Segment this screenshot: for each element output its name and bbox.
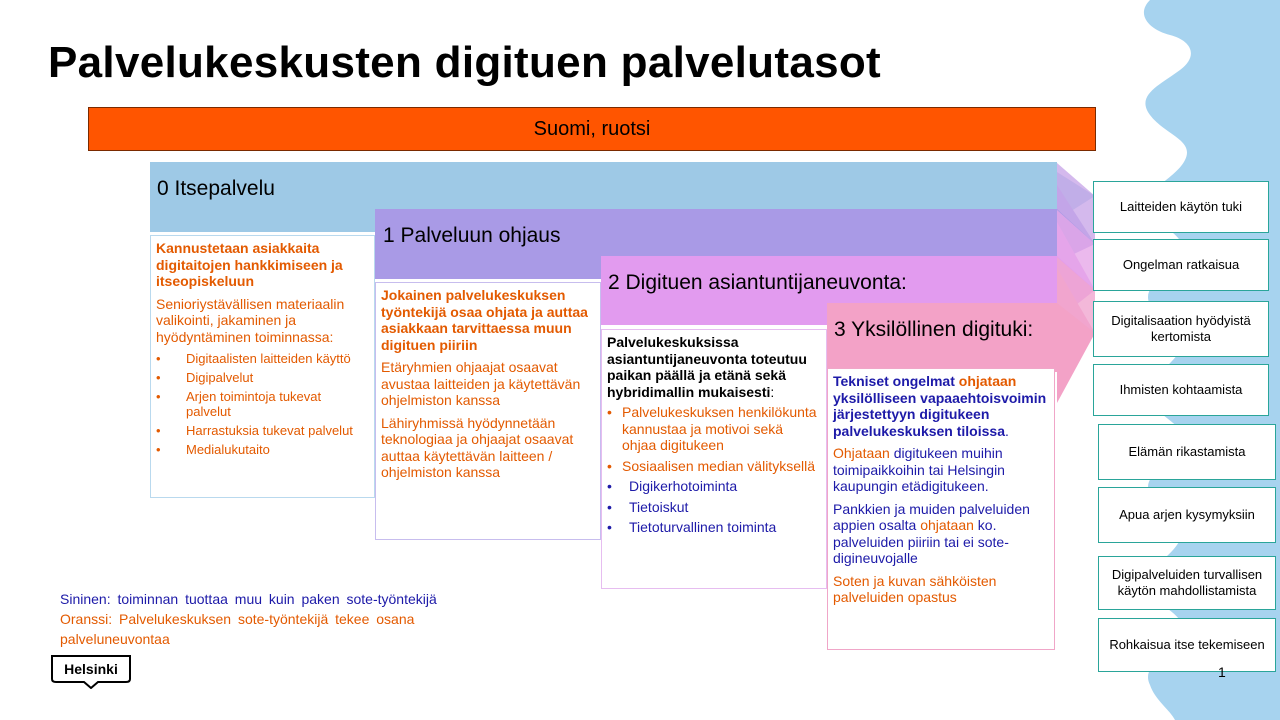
level-2-heading: Palvelukeskuksissa asiantuntijaneuvonta toteutuu paikan päällä ja etänä sekä hybridimallin mukaisesti — [607, 334, 807, 400]
level-0-heading: Kannustetaan asiakkaita digitaitojen hankkimiseen ja itseopiskeluun — [156, 240, 343, 289]
level-1-paragraph: Etäryhmien ohjaajat osaavat avustaa laitteiden ja käytettävän ohjelmiston kanssa — [381, 359, 581, 408]
page-title: Palvelukeskusten digituen palvelutasot — [48, 38, 881, 87]
outcome-tag: Apua arjen kysymyksiin — [1098, 487, 1276, 543]
outcome-tag: Digipalveluiden turvallisen käytön mahdollistamista — [1098, 556, 1276, 610]
logo-text: Helsinki — [64, 661, 118, 677]
outcome-tag: Ihmisten kohtaamista — [1093, 364, 1269, 416]
list-item: • Palvelukeskuksen henkilökunta kannustaa ja motivoi sekä ohjaa digitukeen — [607, 404, 821, 454]
page-number: 1 — [1218, 664, 1226, 680]
list-item: • Harrastuksia tukevat palvelut — [156, 423, 369, 438]
level-3-paragraph-2: Ohjataan digitukeen muihin toimipaikkoihin tai Helsingin kaupungin etädigitukeen. — [833, 445, 1005, 494]
list-item: • Digikerhotoiminta — [607, 478, 821, 495]
level-1-card — [375, 282, 601, 540]
level-3-paragraph-3: Pankkien ja muiden palveluiden appien osalta ohjataan ko. palveluiden piiriin tai ei sote-digineuvojalle — [833, 500, 1030, 566]
legend-blue: Sininen: toiminnan tuottaa muu kuin paken sote-työntekijä — [60, 591, 437, 607]
outcome-tag: Rohkaisua itse tekemiseen — [1098, 618, 1276, 672]
outcome-tag: Laitteiden käytön tuki — [1093, 181, 1269, 233]
list-item: • Sosiaalisen median välityksellä — [607, 458, 821, 475]
outcome-tag: Ongelman ratkaisua — [1093, 239, 1269, 291]
level-2-orange-bullets — [607, 404, 821, 474]
list-item: • Tietoiskut — [607, 499, 821, 516]
level-0-title: 0 Itsepalvelu — [157, 177, 275, 200]
outcome-tag: Digitalisaation hyödyistä kertomista — [1093, 301, 1269, 357]
helsinki-logo — [50, 655, 132, 689]
level-1-heading: Jokainen palvelukeskuksen työntekijä osaa ohjata ja auttaa asiakkaan tarvittaessa muun digituen piiriin — [381, 287, 588, 353]
list-item: • Digipalvelut — [156, 370, 369, 385]
color-legend — [60, 589, 530, 649]
level-1-paragraph: Lähiryhmissä hyödynnetään teknologiaa ja ohjaajat osaavat auttaa käytettävän laitteen / ohjelmiston kanssa — [381, 414, 574, 480]
outcome-tag: Elämän rikastamista — [1098, 424, 1276, 480]
level-3-card — [827, 368, 1055, 650]
language-bar: Suomi, ruotsi — [88, 107, 1096, 151]
level-3-paragraph-1: Tekniset ongelmat ohjataan yksilölliseen vapaaehtoisvoimin järjestettyyn digitukeen palvelukeskuksen tiloissa. — [833, 373, 1047, 439]
level-1-title: 1 Palveluun ohjaus — [383, 224, 561, 247]
list-item: • Arjen toimintoja tukevat palvelut — [156, 389, 369, 419]
list-item: • Medialukutaito — [156, 442, 369, 457]
level-2-heading-suffix: : — [770, 383, 775, 400]
list-item: • Tietoturvallinen toiminta — [607, 519, 821, 536]
level-3-paragraph-4: Soten ja kuvan sähköisten palveluiden opastus — [833, 572, 997, 605]
level-3-title: 3 Yksilöllinen digituki: — [834, 318, 1034, 341]
level-0-bullets — [156, 351, 369, 457]
level-2-card — [601, 329, 827, 589]
level-0-body: Senioriystävällisen materiaalin valikointi, jakaminen ja hyödyntäminen toiminnassa: — [156, 295, 345, 345]
level-0-card — [150, 235, 375, 498]
legend-orange: Oranssi: Palvelukeskuksen sote-työntekijä tekee osana palveluneuvontaa — [60, 611, 415, 647]
level-2-title: 2 Digituen asiantuntijaneuvonta: — [608, 271, 907, 294]
level-2-blue-bullets — [607, 478, 821, 536]
list-item: • Digitaalisten laitteiden käyttö — [156, 351, 369, 366]
